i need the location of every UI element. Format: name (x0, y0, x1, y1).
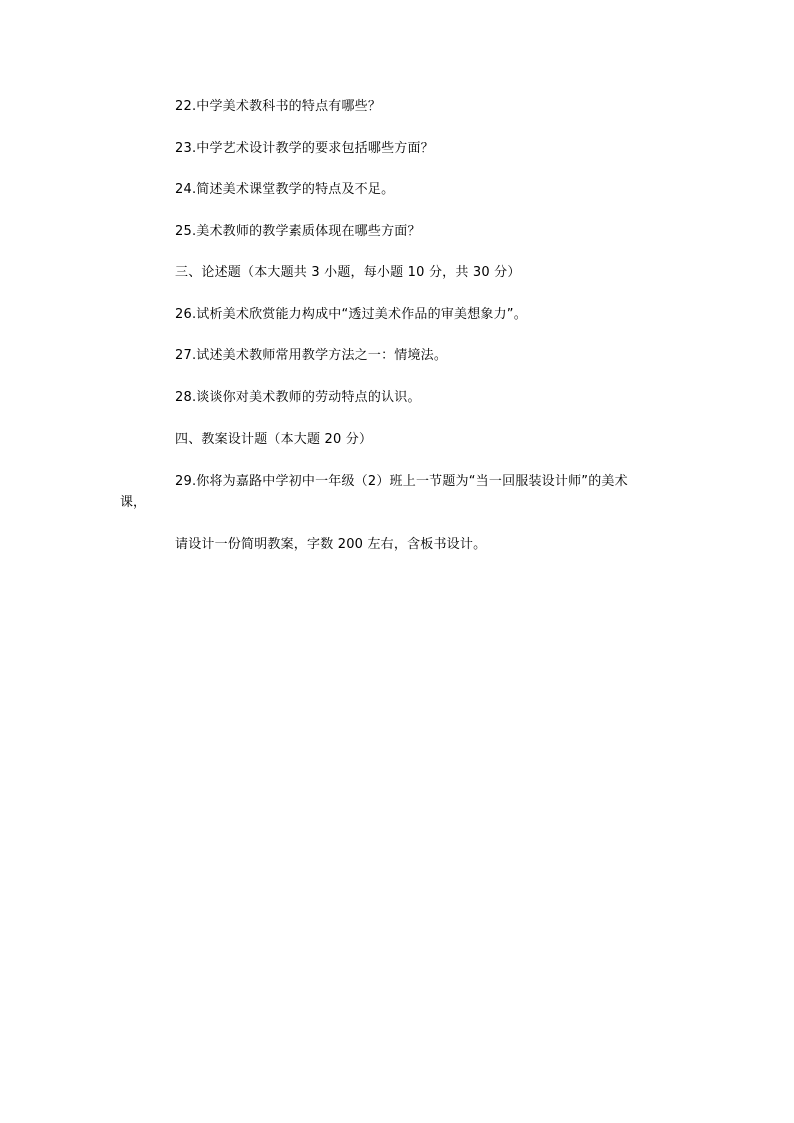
question-26: 26.试析美术欣赏能力构成中“透过美术作品的审美想象力”。 (175, 307, 527, 322)
question-22: 22.中学美术教科书的特点有哪些？ (175, 99, 382, 114)
question-25: 25.美术教师的教学素质体现在哪些方面？ (175, 224, 421, 239)
question-28: 28.谈谈你对美术教师的劳动特点的认识。 (175, 390, 421, 405)
question-27: 27.试述美术教师常用教学方法之一：情境法。 (175, 348, 448, 363)
question-29-continuation: 课， (120, 495, 147, 510)
question-29: 29.你将为嘉路中学初中一年级（2）班上一节题为“当一回服装设计师”的美术 (175, 474, 628, 489)
question-24: 24.简述美术课堂教学的特点及不足。 (175, 182, 395, 197)
section-four-heading: 四、教案设计题（本大题 20 分） (175, 432, 373, 447)
question-23: 23.中学艺术设计教学的要求包括哪些方面？ (175, 141, 434, 156)
question-29-instruction: 请设计一份简明教案，字数 200 左右，含板书设计。 (175, 537, 487, 552)
section-three-heading: 三、论述题（本大题共 3 小题，每小题 10 分，共 30 分） (175, 265, 521, 280)
